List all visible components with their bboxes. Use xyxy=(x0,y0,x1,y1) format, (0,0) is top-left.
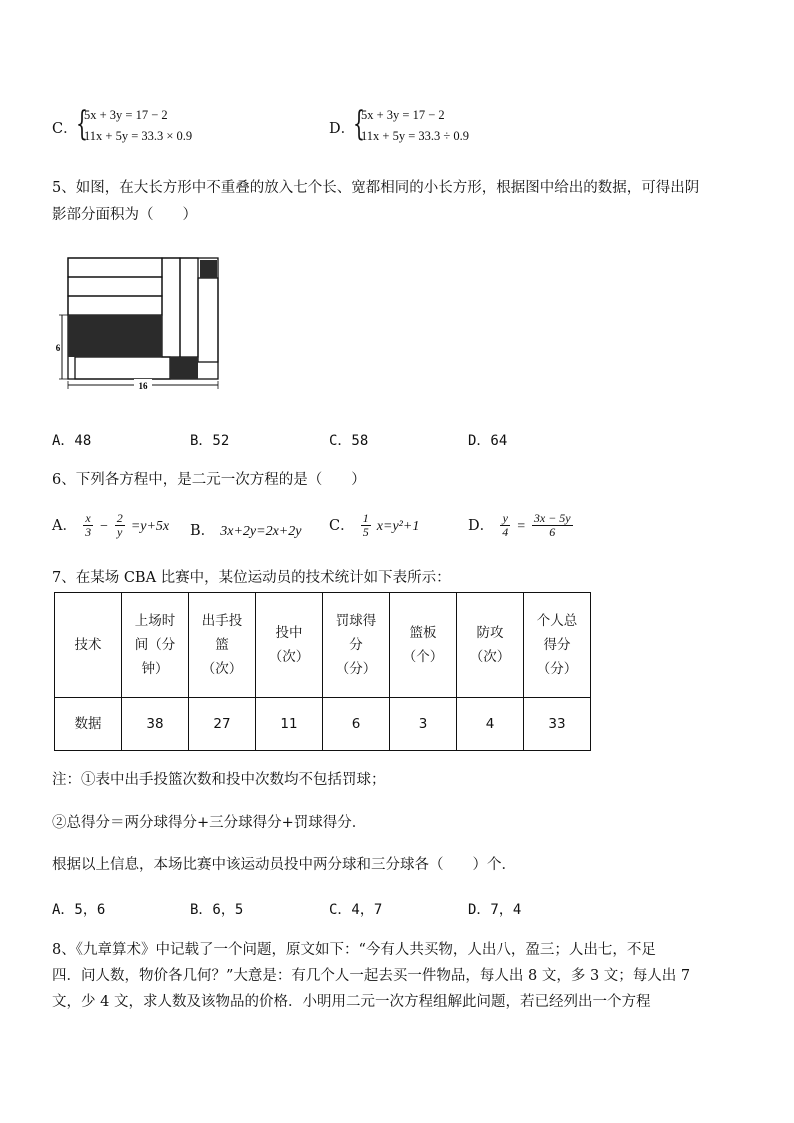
q6-option-d[interactable]: D． $\frac{y}{4}$ = $\frac{3x - 5y}{6}$ xyxy=(468,511,571,539)
header-cell: 罚球得 分 （分） xyxy=(323,593,390,698)
small-rect-vertical xyxy=(198,278,218,362)
small-rect-horizontal xyxy=(75,357,170,379)
fraction: $\frac{x}{3}$ xyxy=(85,511,92,539)
q5-option-b[interactable]: B．52 xyxy=(190,433,230,449)
q8-stem-line2: 四．问人数，物价各几何？”大意是：有几个人一起去买一件物品，每人出 8 文，多 3 文；每人出 7 xyxy=(52,968,691,984)
brace-icon: { xyxy=(76,104,88,144)
q6-option-a[interactable]: A． $\frac{x}{3}$ − $\frac{2}{y}$ =y+5x xyxy=(52,511,170,539)
q5-option-c[interactable]: C．58 xyxy=(329,433,369,449)
q5-option-d[interactable]: D．64 xyxy=(468,433,508,449)
q4-option-c-letter: C． xyxy=(52,121,78,137)
q7-note-1: 注：①表中出手投篮次数和投中次数均不包括罚球； xyxy=(52,772,386,788)
q7-option-a[interactable]: A．5，6 xyxy=(52,902,106,918)
q5-option-a[interactable]: A．48 xyxy=(52,433,92,449)
q6-stem: 6、下列各方程中，是二元一次方程的是（ ） xyxy=(52,472,366,488)
equation: 11x + 5y = 33.3 ÷ 0.9 xyxy=(361,129,469,143)
equation: 11x + 5y = 33.3 × 0.9 xyxy=(84,129,193,143)
fraction: $\frac{2}{y}$ xyxy=(116,511,123,539)
shaded-region xyxy=(170,357,198,379)
table-header-row xyxy=(55,593,591,698)
option-letter: A． xyxy=(52,518,77,534)
equation: 5x + 3y = 17 − 2 xyxy=(361,108,445,122)
q7-option-b[interactable]: B．6，5 xyxy=(190,902,244,918)
header-cell: 上场时 间（分 钟） xyxy=(122,593,189,698)
brace-icon: { xyxy=(353,104,365,144)
shaded-region xyxy=(68,315,162,357)
q7-note-2: ②总得分＝两分球得分+三分球得分+罚球得分． xyxy=(52,815,367,831)
table-cell: 33 xyxy=(524,698,591,751)
option-letter: B． xyxy=(190,523,216,539)
header-cell: 出手投 篮 （次） xyxy=(189,593,256,698)
table-cell: 38 xyxy=(122,698,189,751)
q5-stem-line2: 影部分面积为（ ） xyxy=(52,207,197,223)
small-rect-vertical xyxy=(180,258,198,357)
q6-option-b[interactable]: B． 3x+2y=2x+2y xyxy=(190,523,302,539)
figure-height-label: 6 xyxy=(55,343,61,353)
stats-table xyxy=(54,592,591,751)
equation: 5x + 3y = 17 − 2 xyxy=(84,108,168,122)
table-cell: 3 xyxy=(390,698,457,751)
table-cell: 6 xyxy=(323,698,390,751)
header-cell: 投中 （次） xyxy=(256,593,323,698)
figure-width-label: 16 xyxy=(138,381,148,391)
q6-option-c[interactable]: C． $\frac{1}{5}$ x=y²+1 xyxy=(329,511,420,539)
q8-stem-line1: 8、《九章算术》中记载了一个问题，原文如下：“今有人共买物，人出八，盈三；人出七，不足 xyxy=(52,942,656,958)
q7-stem: 7、在某场 CBA 比赛中，某位运动员的技术统计如下表所示： xyxy=(52,570,451,586)
q5-figure xyxy=(54,252,224,392)
fraction: $\frac{y}{4}$ xyxy=(502,511,509,539)
q5-stem-line1: 5、如图，在大长方形中不重叠的放入七个长、宽都相同的小长方形，根据图中给出的数据，可得出阴 xyxy=(52,180,700,196)
q7-option-c[interactable]: C．4，7 xyxy=(329,902,383,918)
row-label-cell: 数据 xyxy=(55,698,122,751)
small-rect-horizontal xyxy=(68,258,162,277)
q7-question: 根据以上信息，本场比赛中该运动员投中两分球和三分球各（ ）个． xyxy=(52,857,516,873)
q7-option-d[interactable]: D．7，4 xyxy=(468,902,522,918)
fraction: $\frac{1}{5}$ xyxy=(362,511,369,539)
small-rect-vertical xyxy=(162,258,180,357)
table-cell: 27 xyxy=(189,698,256,751)
header-cell: 防攻 （次） xyxy=(457,593,524,698)
q8-stem-line3: 文，少 4 文，求人数及该物品的价格．小明用二元一次方程组解此问题，若已经列出一个方程 xyxy=(52,994,651,1010)
small-rect-horizontal xyxy=(68,277,162,296)
header-cell: 技术 xyxy=(55,593,122,698)
fraction: $\frac{3x - 5y}{6}$ xyxy=(533,511,571,539)
small-rect-horizontal xyxy=(68,296,162,315)
header-cell: 篮板 （个） xyxy=(390,593,457,698)
table-row xyxy=(55,698,591,751)
q4-option-d-letter: D． xyxy=(329,121,356,137)
table-cell: 11 xyxy=(256,698,323,751)
shaded-region xyxy=(200,260,217,278)
header-cell: 个人总 得分 （分） xyxy=(524,593,591,698)
table-cell: 4 xyxy=(457,698,524,751)
option-letter: D． xyxy=(468,518,495,534)
option-letter: C． xyxy=(329,518,355,534)
